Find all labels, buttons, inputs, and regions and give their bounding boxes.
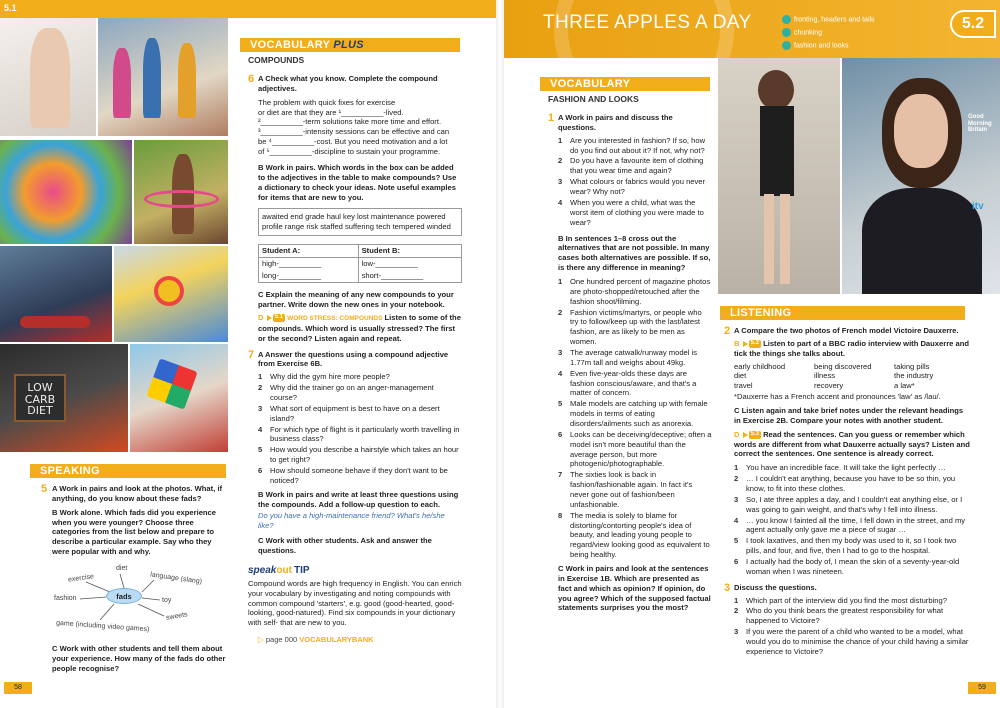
gap-line-4: ³__________-intensity sessions can be effective and can bbox=[258, 127, 450, 137]
compound-table bbox=[258, 244, 462, 283]
list-item: 4 … you know I fainted all the time, I fell down in the street, and my agent actually only gave me a piece of sugar … bbox=[734, 515, 966, 535]
objective-1: fronting, headers and tails bbox=[782, 15, 875, 24]
play-audio-icon[interactable] bbox=[743, 341, 748, 347]
mind-word-fashion: fashion bbox=[54, 595, 77, 602]
exercise-2d: D 5.3 Read the sentences. Can you guess or remember which words are different from what Dauxerre actually says? Listen and correct the sentences. One sentence is already correct. bbox=[734, 429, 970, 459]
exercise-1a: A Work in pairs and discuss the questions. bbox=[558, 113, 673, 132]
topic-item: the industry bbox=[894, 371, 934, 381]
exercise-7c: C Work with other students. Ask and answer the questions. bbox=[258, 536, 432, 555]
list-item: 3 What sort of equipment is best to have on a desert island? bbox=[258, 403, 440, 423]
exercise-5c: C Work with other students and tell them about your experience. How many of the fads do other people recognise? bbox=[52, 644, 226, 673]
unit-label-left: 5.1 bbox=[4, 3, 17, 13]
vocab-plus-heading bbox=[240, 38, 460, 52]
mind-word-exercise: exercise bbox=[67, 573, 95, 584]
topic-item: early childhood bbox=[734, 361, 786, 371]
mind-word-sweets: sweets bbox=[165, 611, 189, 622]
list-item: 2 Why did the trainer go on an anger-management course? bbox=[258, 383, 434, 402]
exercise-6a-text bbox=[258, 98, 462, 157]
accent-note: *Dauxerre has a French accent and pronounces 'law' as /lau/. bbox=[734, 392, 941, 402]
photo-model-catwalk bbox=[718, 58, 840, 294]
topic-item: recovery bbox=[814, 381, 844, 391]
exercise-5-number: 5 bbox=[41, 483, 48, 495]
vocabulary-heading: VOCABULARY bbox=[540, 77, 710, 91]
exercise-6c: C Explain the meaning of any new compounds to your partner. Write down the new ones in your notebook. bbox=[258, 289, 454, 309]
list-item: 3 If you were the parent of a child who wanted to be a model, what would you do to minimise the chance of your child having a similar experience to Victoire? bbox=[734, 627, 969, 656]
gap-line-5: be ⁴__________-cost. But you need motivation and a lot bbox=[258, 137, 448, 147]
lesson-title: THREE APPLES A DAY bbox=[543, 12, 752, 33]
table-row bbox=[259, 270, 462, 282]
word-box: awaited end grade haul key lost maintenance powered profile range risk staffed suffering tech tempered winded bbox=[258, 208, 462, 236]
exercise-6d-text: Listen to some of the compounds. Which word is usually stressed? The first or the second? Listen again and repeat. bbox=[258, 313, 461, 343]
topic-item: diet bbox=[734, 371, 747, 381]
exercise-2c: C Listen again and take brief notes under the relevant headings in Exercise 2B. Compare your notes with another student. bbox=[734, 406, 964, 425]
exercise-5b: B Work alone. Which fads did you experience when you were younger? Choose three categories from the list below and prepare to describe a particular example. Say who they were popular with and why. bbox=[52, 507, 217, 557]
exercise-5a: A Work in pairs and look at the photos. What, if anything, do you know about these fads? bbox=[52, 484, 223, 503]
compounds-subheading: COMPOUNDS bbox=[248, 55, 305, 65]
objective-3: fashion and looks bbox=[782, 41, 848, 50]
table-header-a: Student A: bbox=[259, 245, 359, 258]
topic-item: taking pills bbox=[894, 361, 930, 371]
vocab-plus-heading-text: VOCABULARY bbox=[250, 39, 331, 51]
table-cell: short-__________ bbox=[358, 270, 461, 282]
gap-line-6: of ⁵__________-discipline to sustain your programme. bbox=[258, 147, 441, 157]
fads-mind-map bbox=[50, 564, 230, 634]
photo-loom-bands bbox=[0, 140, 132, 244]
audio-track-5-1[interactable]: 5.1 bbox=[274, 314, 283, 321]
objective-2: chunking bbox=[782, 28, 822, 37]
exercise-2d-sentences bbox=[734, 463, 970, 576]
list-item: 3 So, I ate three apples a day, and I couldn't eat anything else, or I was going to gain weight, and that's why I fell into illness. bbox=[734, 494, 963, 514]
tip-text: Compound words are high frequency in English. You can enrich your vocabulary by investigating and noting compounds with common compound 'starters', e.g. good (good-hearted, good-looking, good-natured). Find six compounds in your dictionary with self- that are new to you. bbox=[248, 578, 462, 628]
table-cell: long-__________ bbox=[259, 270, 359, 282]
listening-section bbox=[724, 326, 970, 658]
list-item: 1 Why did the gym hire more people? bbox=[258, 372, 390, 382]
page-number-right: 59 bbox=[968, 682, 996, 694]
mind-word-language: language (slang) bbox=[149, 571, 203, 586]
photo-hula-hoop bbox=[134, 140, 228, 244]
exercise-2a: A Compare the two photos of French model Victoire Dauxerre. bbox=[734, 326, 959, 335]
speakout-logo: speakout bbox=[248, 564, 292, 576]
list-item: 4 When you were a child, what was the worst item of clothing you were made to wear? bbox=[558, 197, 704, 227]
list-item: 6 How should someone behave if they don't want to be noticed? bbox=[258, 465, 448, 485]
exercise-7-number: 7 bbox=[248, 348, 255, 361]
exercise-7b: B Work in pairs and write at least three questions using the compounds. Add a follow-up question to each. bbox=[258, 489, 459, 509]
page-gutter bbox=[496, 0, 504, 708]
table-header-b: Student B: bbox=[358, 245, 461, 258]
listening-heading: LISTENING bbox=[720, 306, 965, 320]
left-header-bar bbox=[0, 0, 500, 18]
page-number-left: 58 bbox=[4, 682, 32, 694]
exercise-3-number: 3 bbox=[724, 581, 731, 594]
exercise-1c: C Work in pairs and look at the sentences in Exercise 1B. Which are presented as fact and which as opinion? If opinion, do you agree? Which of the supposed factual statements surprises you the most? bbox=[558, 564, 711, 613]
exercise-3-questions bbox=[734, 596, 970, 657]
list-item: 5 How would you describe a hairstyle which takes an hour to get right? bbox=[258, 445, 459, 465]
exercise-1-number: 1 bbox=[548, 112, 555, 125]
list-item: 1 Which part of the interview did you find the most disturbing? bbox=[734, 595, 947, 605]
audio-track-5-3[interactable]: 5.3 bbox=[750, 430, 759, 437]
list-item: 7 The sixties look is back in fashion/fashionable again. In fact it's never gone out of fashion/been unfashionable. bbox=[558, 470, 693, 509]
unit-badge-5-2: 5.2 bbox=[950, 10, 996, 38]
vocab-plus-heading-plus: PLUS bbox=[333, 39, 364, 51]
vocab-plus-section bbox=[248, 55, 462, 645]
photo-hoverboard bbox=[0, 246, 112, 342]
mind-map-center: fads bbox=[106, 588, 142, 604]
list-item: 2 … I couldn't eat anything, because you have to be so thin, you know, to fit into these clothes. bbox=[734, 474, 956, 494]
exercise-6d: D 5.1 WORD STRESS: COMPOUNDS Listen to some of the compounds. Which word is usually stressed? The first or the second? Listen again and repeat. bbox=[258, 313, 461, 343]
speaking-heading: SPEAKING bbox=[30, 464, 226, 478]
list-item: 2 Who do you think bears the greatest responsibility for what happened to Victoire? bbox=[734, 606, 944, 626]
list-item: 6 I actually had the body of, I mean the skin of a seventy-year-old woman when I was nineteen. bbox=[734, 557, 960, 576]
topic-item: a law* bbox=[894, 381, 915, 391]
list-item: 1 You have an incredible face. It will take the light perfectly … bbox=[734, 463, 946, 473]
vocab-bank-link[interactable]: ▷ page 000 VOCABULARYBANK bbox=[258, 635, 374, 645]
exercise-2b: B 5.2 Listen to part of a BBC radio interview with Dauxerre and tick the things she talks about. bbox=[734, 338, 969, 358]
vocabulary-section bbox=[548, 94, 712, 613]
photo-fidget-spinners bbox=[114, 246, 228, 342]
list-item: 4 Even five-year-olds these days are fashion conscious/aware, and that's a matter of concern. bbox=[558, 368, 697, 398]
list-item: 1 Are you interested in fashion? If so, how do you find out about it? If not, why not? bbox=[558, 135, 706, 155]
list-item: 3 The average catwalk/runway model is 1.77m tall and weighs about 49kg. bbox=[558, 347, 698, 367]
topic-item: travel bbox=[734, 381, 753, 391]
photo-low-carb-diet bbox=[0, 344, 128, 452]
photo-model-interview bbox=[842, 58, 1000, 294]
topic-item: being discovered bbox=[814, 361, 872, 371]
list-item: 4 For which type of flight is it particularly worth travelling in business class? bbox=[258, 424, 460, 444]
exercise-3: Discuss the questions. bbox=[734, 582, 817, 592]
exercise-7-questions bbox=[258, 372, 462, 485]
chalkboard-text: LOW CARB DIET bbox=[14, 374, 66, 422]
play-audio-icon[interactable] bbox=[267, 315, 272, 321]
gap-line-3: ²__________-term solutions take more time and effort. bbox=[258, 117, 442, 127]
topics-grid bbox=[734, 362, 970, 392]
mind-word-diet: diet bbox=[116, 565, 128, 572]
list-item: 8 The media is solely to blame for distorting/contorting people's idea of beauty, and leading young people to regard/view looking good as equivalent to being healthy. bbox=[558, 510, 710, 560]
list-item: 2 Do you have a favourite item of clothing that you wear time and again? bbox=[558, 156, 704, 176]
exercise-6b: B Work in pairs. Which words in the box can be added to the adjectives in the table to make compounds? Use a dictionary to check your ideas. Note useful examples for items that are new to you. bbox=[258, 162, 457, 202]
mind-word-game: game (including video games) bbox=[55, 619, 150, 634]
speakout-tip bbox=[248, 564, 462, 628]
photo-rubiks-cube bbox=[130, 344, 228, 452]
exercise-1b-sentences bbox=[558, 277, 712, 560]
mind-word-toy: toy bbox=[162, 597, 172, 604]
table-row bbox=[259, 257, 462, 269]
gap-line-2: or diet are that they are ¹__________-lived. bbox=[258, 107, 404, 117]
exercise-7b-example: Do you have a high-maintenance friend? What's he/she like? bbox=[258, 511, 445, 531]
exercise-1b: B In sentences 1–8 cross out the alternatives that are not possible. In many cases both alternatives are possible. If so, is there any difference in meaning? bbox=[558, 233, 711, 273]
list-item: 3 What colours or fabrics would you never wear? Why not? bbox=[558, 177, 706, 197]
fashion-looks-subheading: FASHION AND LOOKS bbox=[548, 94, 639, 104]
exercise-1a-questions bbox=[558, 136, 712, 228]
list-item: 6 Looks can be deceiving/deceptive; often a model isn't more beautiful than the average person, but more photogenic/photographable. bbox=[558, 429, 712, 469]
itv-logo: itv bbox=[972, 201, 984, 212]
table-cell: low-__________ bbox=[358, 257, 461, 269]
play-audio-icon[interactable] bbox=[743, 432, 748, 438]
table-cell: high-__________ bbox=[259, 257, 359, 269]
word-stress-label: WORD STRESS: COMPOUNDS bbox=[287, 315, 383, 323]
gap-line-1: The problem with quick fixes for exercise bbox=[258, 97, 396, 107]
photo-exercise-class bbox=[98, 18, 228, 136]
list-item: 5 I took laxatives, and then my body was used to it, so I took two pills, and four, and five, then I had to go to the hospital. bbox=[734, 536, 957, 556]
list-item: 2 Fashion victims/martyrs, or people who try to follow/keep up with the last/latest fashion, are as likely to be men as women. bbox=[558, 307, 702, 347]
exercise-6a: A Check what you know. Complete the compound adjectives. bbox=[258, 74, 438, 93]
exercise-6-number: 6 bbox=[248, 73, 255, 86]
topic-item: illness bbox=[814, 371, 836, 381]
list-item: 5 Male models are catching up with female models in terms of eating disorders/ailments such as anorexia. bbox=[558, 399, 708, 428]
tip-label: TIP bbox=[294, 564, 310, 576]
audio-track-5-2[interactable]: 5.2 bbox=[750, 339, 759, 346]
exercise-7a: A Answer the questions using a compound adjective from Exercise 6B. bbox=[258, 349, 449, 369]
photo-tablet-phone bbox=[0, 18, 96, 136]
exercise-2-number: 2 bbox=[724, 325, 731, 337]
tv-logo: Good Morning Britain bbox=[968, 114, 992, 134]
speaking-section bbox=[42, 484, 228, 557]
list-item: 1 One hundred percent of magazine photos are photo-shopped/retouched after the fashion shoot/filming. bbox=[558, 276, 711, 306]
